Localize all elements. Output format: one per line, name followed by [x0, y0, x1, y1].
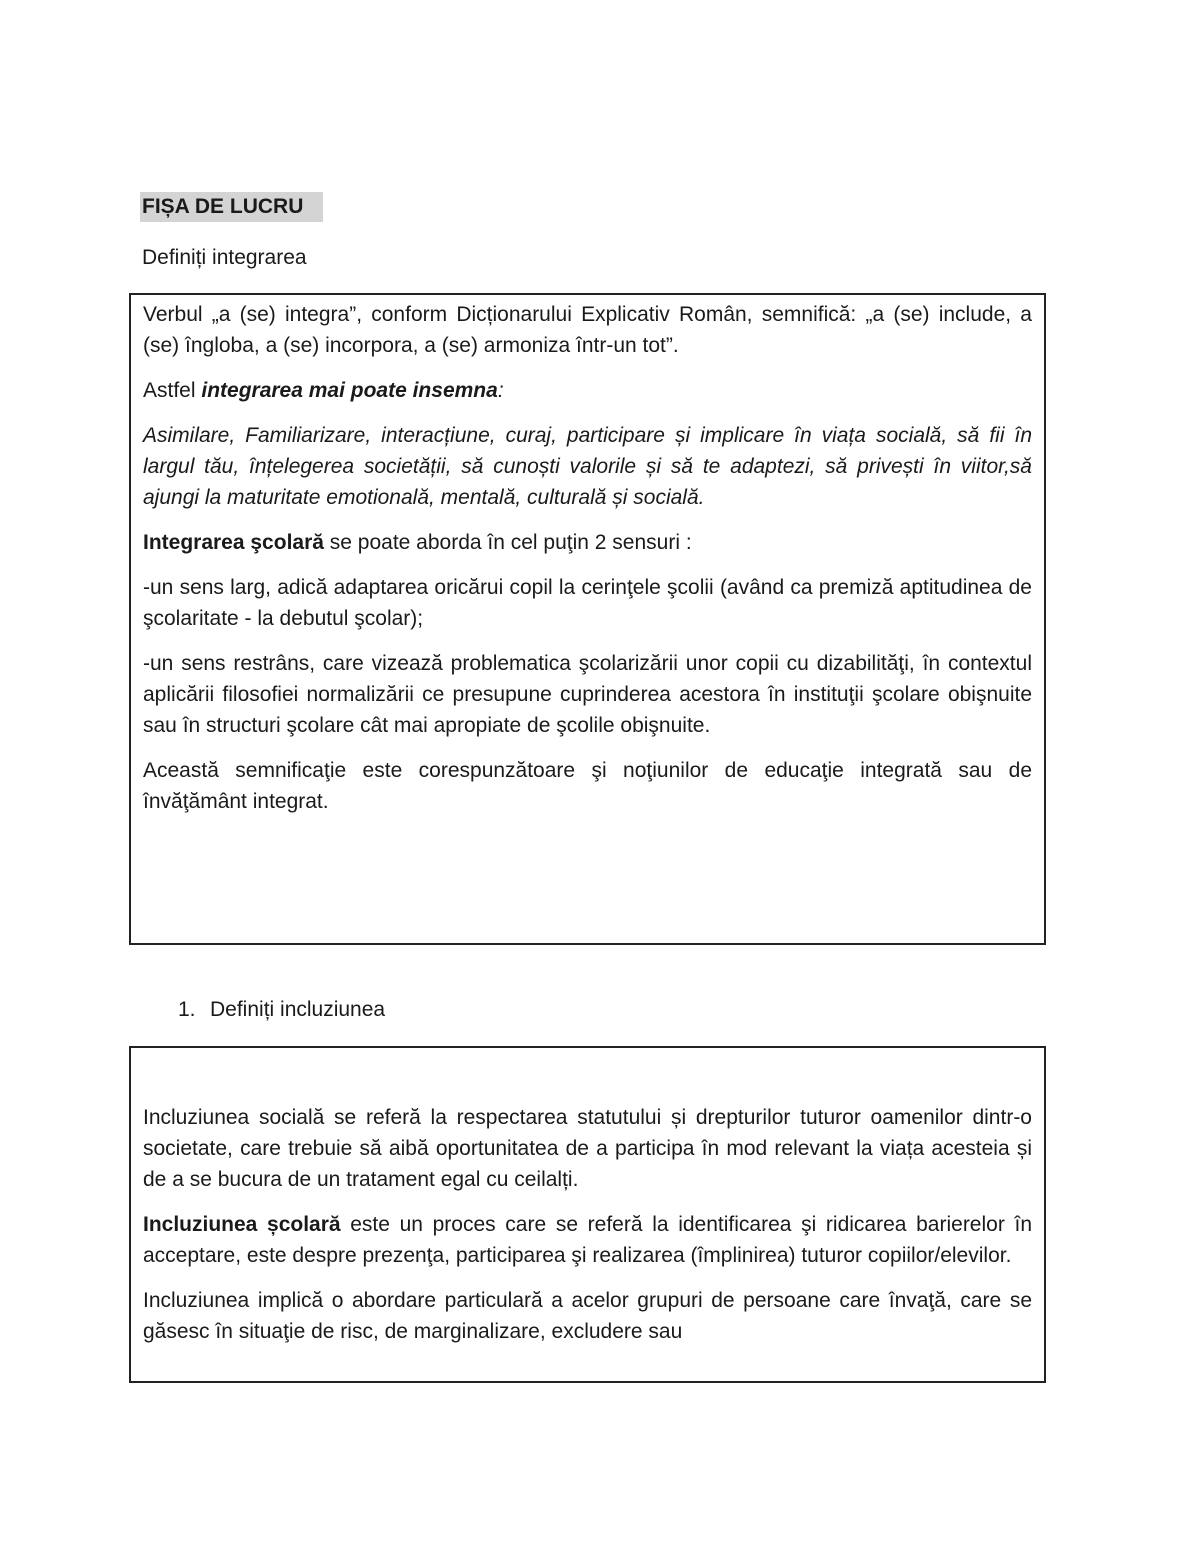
paragraph-verb-definition: Verbul „a (se) integra”, conform Dicționarului Explicativ Român, semnifică: „a (se) include, a (se) îngloba, a (se) incorpora, a (se) armoniza într-un tot”. — [143, 303, 1032, 357]
paragraph-narrow-sense: -un sens restrâns, care vizează problematica şcolarizării unor copii cu dizabilităţi, în contextul aplicării filosofiei normalizării ce presupune cuprinderea acestora în instituţii şcolare obişnuite sau în structuri şcolare cât mai apropiate de şcolile obişnuite. — [143, 652, 1032, 737]
integration-definition-box — [129, 293, 1046, 945]
school-inclusion-rest: este un proces care se referă la identificarea şi ridicarea barierelor în acceptare, este despre prezenţa, participarea şi realizarea (împlinirea) tuturor copiilor/elevilor. — [143, 1213, 1032, 1267]
paragraph-inclusion-approach: Incluziunea implică o abordare particulară a acelor grupuri de persoane care învaţă, care se găsesc în situaţie de risc, de marginalizare, excludere sau — [143, 1289, 1032, 1343]
paragraph-integration-meaning — [143, 375, 1032, 406]
school-inclusion-bold: Incluziunea școlară — [143, 1213, 341, 1236]
paragraph-social-inclusion: Incluziunea socială se referă la respectarea statutului și drepturilor tuturor oamenilor dintr-o societate, care trebuie să aibă oportunitatea de a participa în mod relevant la viața acesteia și de a se bucura de un tratament egal cu ceilalți. — [143, 1106, 1032, 1191]
meaning-bold: integrarea mai poate insemna — [201, 379, 498, 402]
inclusion-definition-box — [129, 1046, 1046, 1383]
school-integration-bold: Integrarea şcolară — [143, 531, 324, 554]
section2-heading — [178, 997, 385, 1023]
list-number: 1. — [178, 998, 196, 1021]
meaning-prefix: Astfel — [143, 379, 202, 402]
paragraph-school-inclusion — [143, 1209, 1032, 1271]
paragraph-school-integration — [143, 527, 1032, 558]
section1-heading: Definiți integrarea — [142, 246, 307, 269]
school-integration-rest: se poate aborda în cel puţin 2 sensuri : — [323, 531, 692, 554]
paragraph-integration-list: Asimilare, Familiarizare, interacțiune, curaj, participare și implicare în viața socială, să fii în largul tău, înțelegerea societății, să cunoști valorile și să te adaptezi, să privești în viitor,să ajungi la maturitate emotională, mentală, culturală și socială. — [143, 424, 1032, 509]
paragraph-significance: Această semnificaţie este corespunzătoare şi noţiunilor de educaţie integrată sau de învăţământ integrat. — [143, 759, 1032, 813]
meaning-suffix: : — [497, 379, 504, 402]
section2-heading-text: Definiți incluziunea — [210, 998, 386, 1021]
page-title: FIȘA DE LUCRU — [140, 192, 323, 222]
paragraph-broad-sense: -un sens larg, adică adaptarea oricărui copil la cerinţele şcolii (având ca premiză aptitudinea de şcolaritate - la debutul şcolar); — [143, 576, 1032, 630]
